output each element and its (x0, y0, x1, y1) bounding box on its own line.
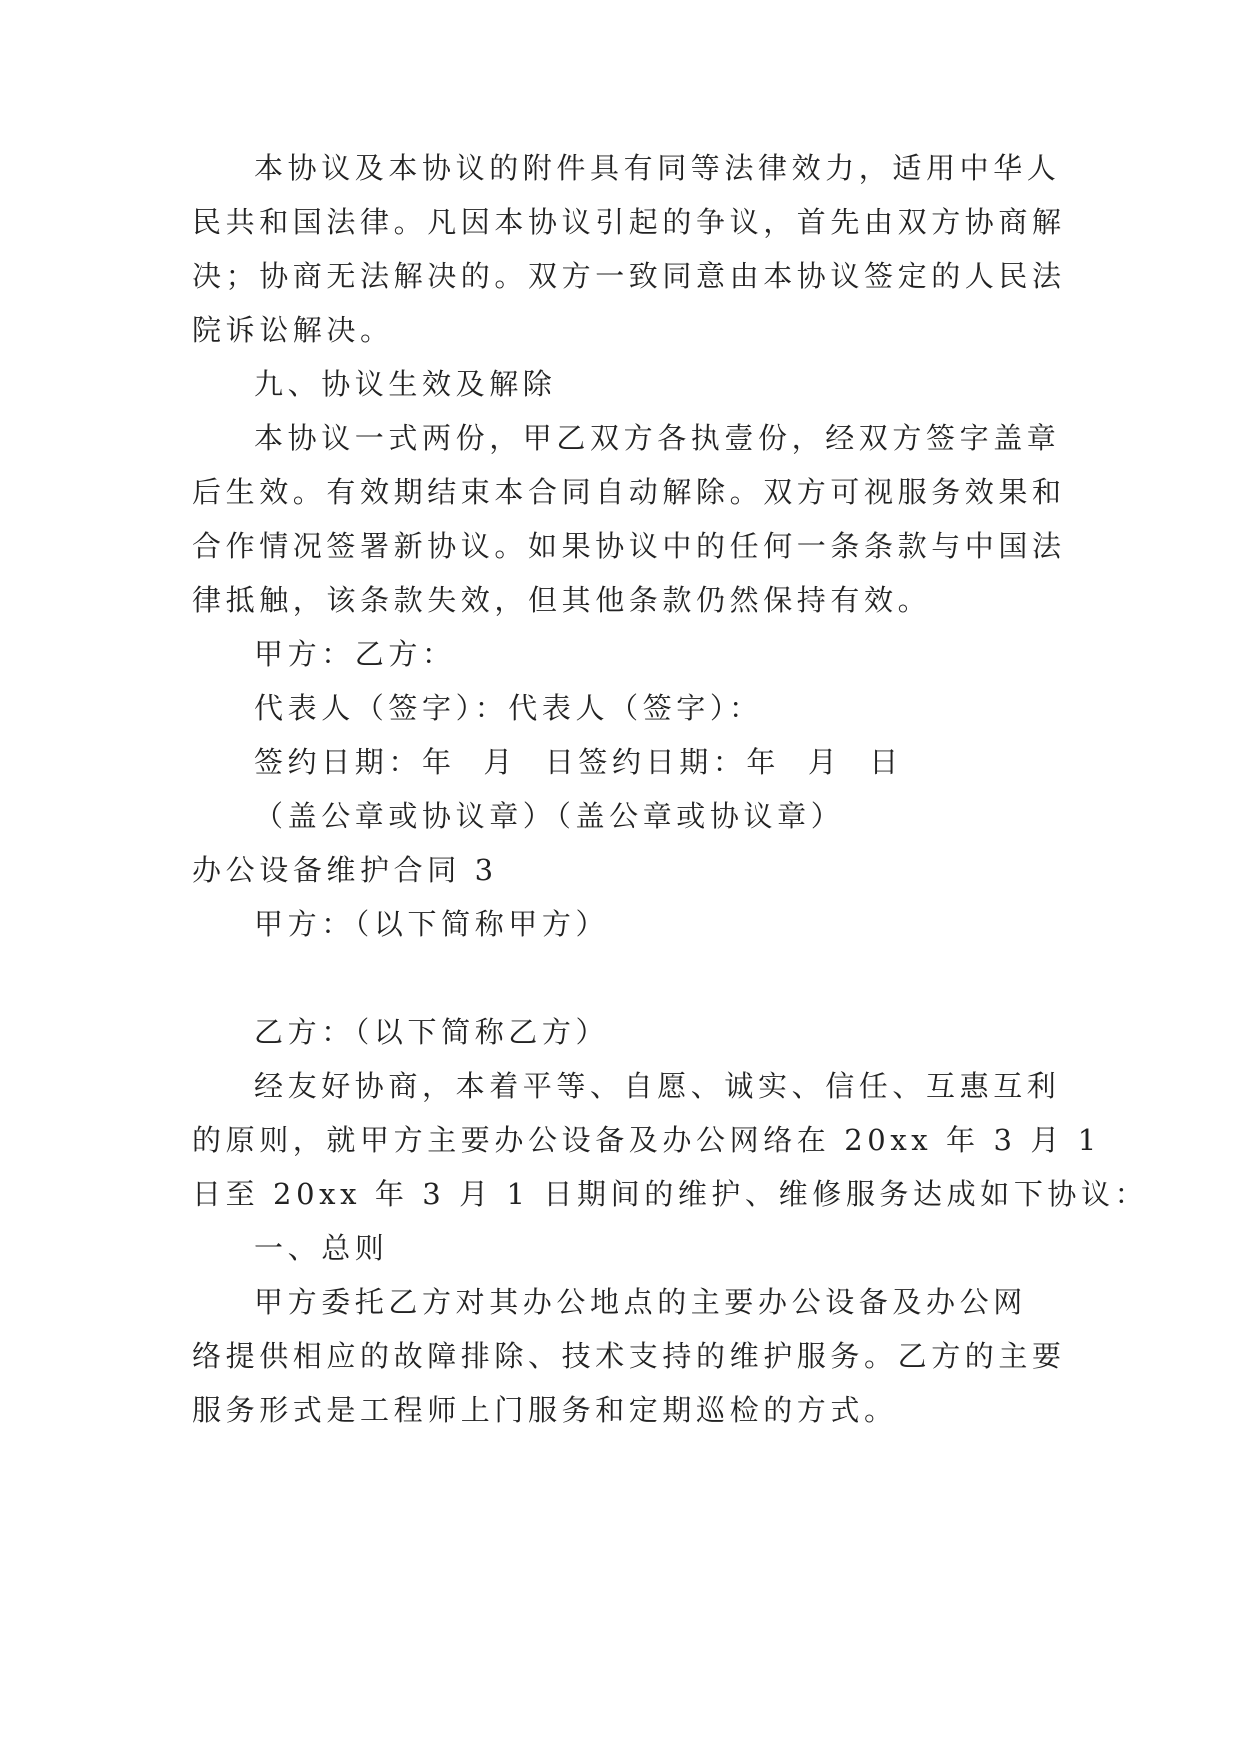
paragraph-line: 本协议一式两份，甲乙双方各执壹份，经双方签字盖章 (254, 421, 1061, 455)
paragraph-line: 日至 20xx 年 3 月 1 日期间的维护、维修服务达成如下协议： (192, 1177, 1149, 1211)
section-heading: 一、总则 (254, 1231, 389, 1265)
paragraph-line: 决；协商无法解决的。双方一致同意由本协议签定的人民法 (192, 259, 1066, 293)
paragraph-line: 的原则，就甲方主要办公设备及办公网络在 20xx 年 3 月 1 (192, 1123, 1101, 1157)
paragraph-line: 服务形式是工程师上门服务和定期巡检的方式。 (192, 1393, 898, 1427)
party-b-line: 乙方：（以下简称乙方） (254, 1015, 610, 1049)
paragraph-line: 络提供相应的故障排除、技术支持的维护服务。乙方的主要 (192, 1339, 1066, 1373)
paragraph-line: 律抵触，该条款失效，但其他条款仍然保持有效。 (192, 583, 932, 617)
document-title: 办公设备维护合同 3 (192, 853, 498, 887)
party-a-line: 甲方：（以下简称甲方） (254, 907, 610, 941)
paragraph-line: 院诉讼解决。 (192, 313, 394, 347)
seal-line: （盖公章或协议章）（盖公章或协议章） (254, 799, 845, 833)
signature-parties: 甲方：乙方： (254, 637, 456, 671)
paragraph-line: 后生效。有效期结束本合同自动解除。双方可视服务效果和 (192, 475, 1066, 509)
paragraph-line: 民共和国法律。凡因本协议引起的争议，首先由双方协商解 (192, 205, 1066, 239)
paragraph-line: 经友好协商，本着平等、自愿、诚实、信任、互惠互利 (254, 1069, 1061, 1103)
signature-dates: 签约日期：年 月 日签约日期：年 月 日 (254, 745, 903, 779)
paragraph-line: 本协议及本协议的附件具有同等法律效力，适用中华人 (254, 151, 1061, 185)
paragraph-line: 甲方委托乙方对其办公地点的主要办公设备及办公网 (254, 1285, 1027, 1319)
paragraph-line: 合作情况签署新协议。如果协议中的任何一条条款与中国法 (192, 529, 1066, 563)
section-heading: 九、协议生效及解除 (254, 367, 557, 401)
signature-representatives: 代表人（签字）：代表人（签字）： (254, 691, 763, 725)
